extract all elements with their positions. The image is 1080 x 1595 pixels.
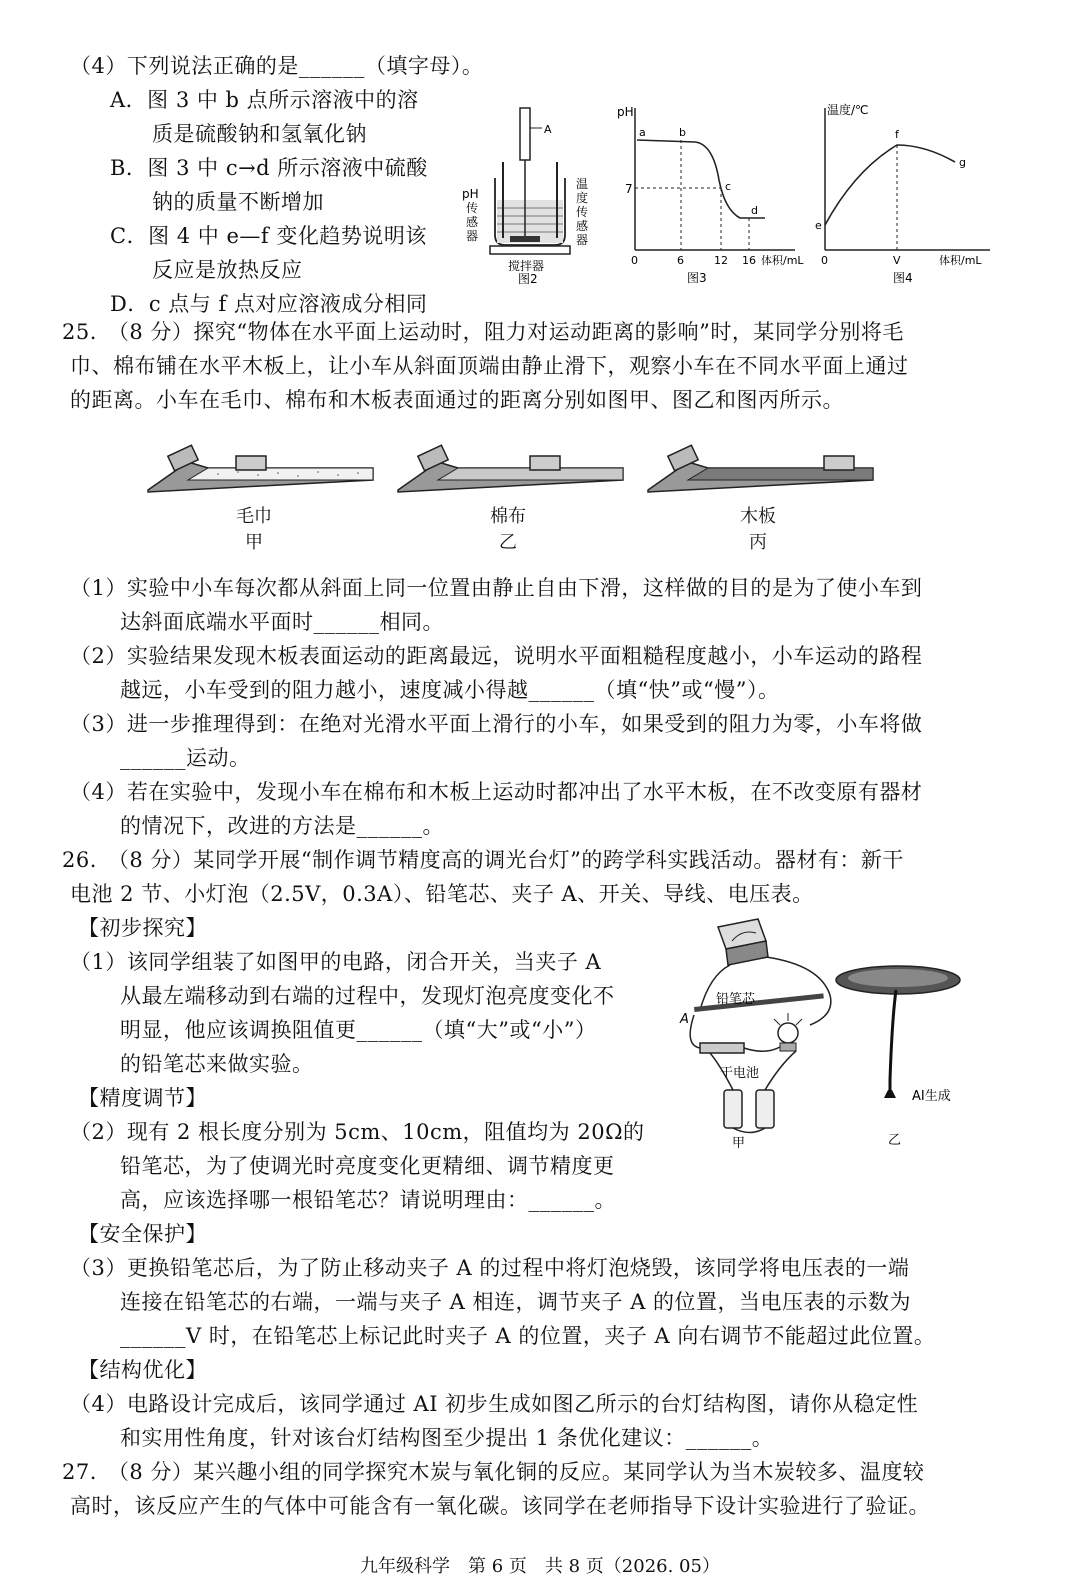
svg-text:pH: pH (617, 105, 634, 119)
q26-part3-line1: （3）更换铅笔芯后，为了防止移动夹子 A 的过程中将灯泡烧毁，该同学将电压表的一端 (70, 1256, 910, 1280)
q26-part1-line4: 的铅笔芯来做实验。 (120, 1052, 314, 1076)
figure-4-temperature-curve (815, 100, 1000, 290)
q26-part4-line1: （4）电路设计完成后，该同学通过 AI 初步生成如图乙所示的台灯结构图，请你从稳定性 (70, 1392, 919, 1416)
q25-line1: 25. （8 分）探究“物体在水平面上运动时，阻力对运动距离的影响”时，某同学分别将毛 (62, 320, 904, 344)
q24-option-a-line1: A．图 3 中 b 点所示溶液中的溶 (110, 88, 419, 112)
q26-heading-structure: 【结构优化】 (78, 1358, 207, 1382)
q25-part2-line1: （2）实验结果发现木板表面运动的距离最远，说明水平面粗糙程度越小，小车运动的路程 (70, 644, 923, 668)
q26-circuit-figure (680, 915, 840, 1150)
svg-text:体积/mL: 体积/mL (761, 254, 804, 267)
svg-text:c: c (725, 180, 732, 193)
q25-part2-line2: 越远，小车受到的阻力越小，速度减小得越______（填“快”或“慢”）。 (120, 678, 780, 702)
fig-pencil-label: 铅笔芯 (716, 992, 756, 1007)
svg-text:f: f (895, 128, 899, 141)
svg-text:传: 传 (466, 201, 479, 215)
svg-text:d: d (751, 204, 758, 217)
fig-jia-caption: 甲 (732, 1136, 746, 1151)
svg-text:传: 传 (576, 205, 589, 219)
fig2-caption: 图2 (518, 272, 538, 286)
q25-line2: 巾、棉布铺在水平木板上，让小车从斜面顶端由静止滑下，观察小车在不同水平面上通过 (70, 354, 909, 378)
fig-yi-caption: 乙 (888, 1133, 902, 1148)
q26-heading-initial: 【初步探究】 (78, 916, 207, 940)
caption-towel: 毛巾 (236, 506, 272, 527)
q26-part4-line2: 和实用性角度，针对该台灯结构图至少提出 1 条优化建议：______。 (120, 1426, 774, 1450)
fig-clip-a-label: A (680, 1012, 689, 1027)
svg-text:0: 0 (631, 254, 638, 267)
fig2-stirrer-label: 搅拌器 (508, 259, 545, 273)
q25-part1-line2: 达斜面底端水平面时______相同。 (120, 610, 444, 634)
q25-part3-line2: ______运动。 (120, 746, 251, 770)
figure-3-ph-curve (615, 100, 805, 290)
q26-heading-precision: 【精度调节】 (78, 1086, 207, 1110)
fig-ai-label: AI生成 (912, 1089, 951, 1104)
q25-ramp-towel-figure (148, 440, 378, 500)
q25-ramp-wood-figure (648, 440, 878, 500)
q26-part2-line1: （2）现有 2 根长度分别为 5cm、10cm，阻值均为 20Ω的 (70, 1120, 645, 1144)
q26-line1: 26. （8 分）某同学开展“制作调节精度高的调光台灯”的跨学科实践活动。器材有：新干 (62, 848, 904, 872)
q27-line2: 高时，该反应产生的气体中可能含有一氧化碳。该同学在老师指导下设计实验进行了验证。 (70, 1494, 930, 1518)
caption-wood: 木板 (740, 506, 776, 527)
q26-part3-line2: 连接在铅笔芯的右端，一端与夹子 A 相连，调节夹子 A 的位置，当电压表的示数为 (120, 1290, 912, 1314)
q24-4-stem: （4）下列说法正确的是______（填字母）。 (70, 54, 484, 78)
caption-yi: 乙 (499, 532, 517, 553)
svg-text:12: 12 (714, 254, 728, 267)
svg-text:感: 感 (576, 219, 589, 233)
q26-part2-line3: 高，应该选择哪一根铅笔芯？请说明理由：______。 (120, 1188, 616, 1212)
q27-line1: 27. （8 分）某兴趣小组的同学探究木炭与氧化铜的反应。某同学认为当木炭较多、温度较 (62, 1460, 925, 1484)
svg-text:器: 器 (576, 233, 589, 247)
svg-text:6: 6 (677, 254, 684, 267)
q26-part1-line1: （1）该同学组装了如图甲的电路，闭合开关，当夹子 A (70, 950, 602, 974)
caption-jia: 甲 (245, 532, 263, 553)
q24-option-d: D．c 点与 f 点对应溶液成分相同 (110, 292, 428, 316)
svg-text:体积/mL: 体积/mL (939, 254, 982, 267)
svg-text:b: b (679, 126, 686, 139)
figure-2-beaker-apparatus (462, 100, 600, 290)
svg-text:a: a (639, 126, 646, 139)
svg-text:g: g (959, 156, 966, 169)
svg-text:图3: 图3 (687, 271, 707, 285)
svg-text:温: 温 (576, 177, 589, 191)
q26-heading-safety: 【安全保护】 (78, 1222, 207, 1246)
fig-battery-label: 干电池 (720, 1066, 760, 1081)
q25-line3: 的距离。小车在毛巾、棉布和木板表面通过的距离分别如图甲、图乙和图丙所示。 (70, 388, 844, 412)
q26-part1-line2: 从最左端移动到右端的过程中，发现灯泡亮度变化不 (120, 984, 615, 1008)
q25-part1-line1: （1）实验中小车每次都从斜面上同一位置由静止自由下滑，这样做的目的是为了使小车到 (70, 576, 923, 600)
svg-text:感: 感 (466, 215, 479, 229)
svg-text:图4: 图4 (893, 271, 913, 285)
q24-option-c-line2: 反应是放热反应 (152, 258, 303, 282)
caption-bing: 丙 (749, 532, 767, 553)
svg-text:V: V (893, 254, 901, 267)
q24-option-c-line1: C．图 4 中 e—f 变化趋势说明该 (110, 224, 427, 248)
caption-cotton: 棉布 (490, 506, 526, 527)
q26-part1-line3: 明显，他应该调换阻值更______（填“大”或“小”） (120, 1018, 597, 1042)
q24-option-b-line2: 钠的质量不断增加 (152, 190, 324, 214)
q26-part2-line2: 铅笔芯，为了使调光时亮度变化更精细、调节精度更 (120, 1154, 615, 1178)
q26-line2: 电池 2 节、小灯泡（2.5V，0.3A）、铅笔芯、夹子 A、开关、导线、电压表。 (70, 882, 814, 906)
q24-option-b-line1: B．图 3 中 c→d 所示溶液中硫酸 (110, 156, 428, 180)
q24-option-a-line2: 质是硫酸钠和氢氧化钠 (152, 122, 367, 146)
svg-text:16: 16 (742, 254, 756, 267)
q25-part4-line2: 的情况下，改进的方法是______。 (120, 814, 444, 838)
q25-part4-line1: （4）若在实验中，发现小车在棉布和木板上运动时都冲出了水平木板，在不改变原有器材 (70, 780, 923, 804)
q26-part3-line3: ______V 时，在铅笔芯上标记此时夹子 A 的位置，夹子 A 向右调节不能超过此位置。 (120, 1324, 936, 1348)
svg-text:7: 7 (625, 182, 633, 196)
svg-text:e: e (815, 219, 822, 232)
svg-text:温度/℃: 温度/℃ (827, 103, 869, 117)
svg-text:pH: pH (462, 187, 479, 201)
svg-text:器: 器 (466, 229, 479, 243)
fig2-label-a: A (544, 123, 552, 136)
q25-part3-line1: （3）进一步推理得到：在绝对光滑水平面上滑行的小车，如果受到的阻力为零，小车将做 (70, 712, 923, 736)
q25-ramp-cotton-figure (398, 440, 628, 500)
svg-text:度: 度 (576, 191, 589, 205)
q26-lamp-figure (830, 960, 980, 1150)
svg-text:0: 0 (821, 254, 828, 267)
page-footer: 九年级科学 第 6 页 共 8 页（2026. 05） (360, 1556, 720, 1577)
